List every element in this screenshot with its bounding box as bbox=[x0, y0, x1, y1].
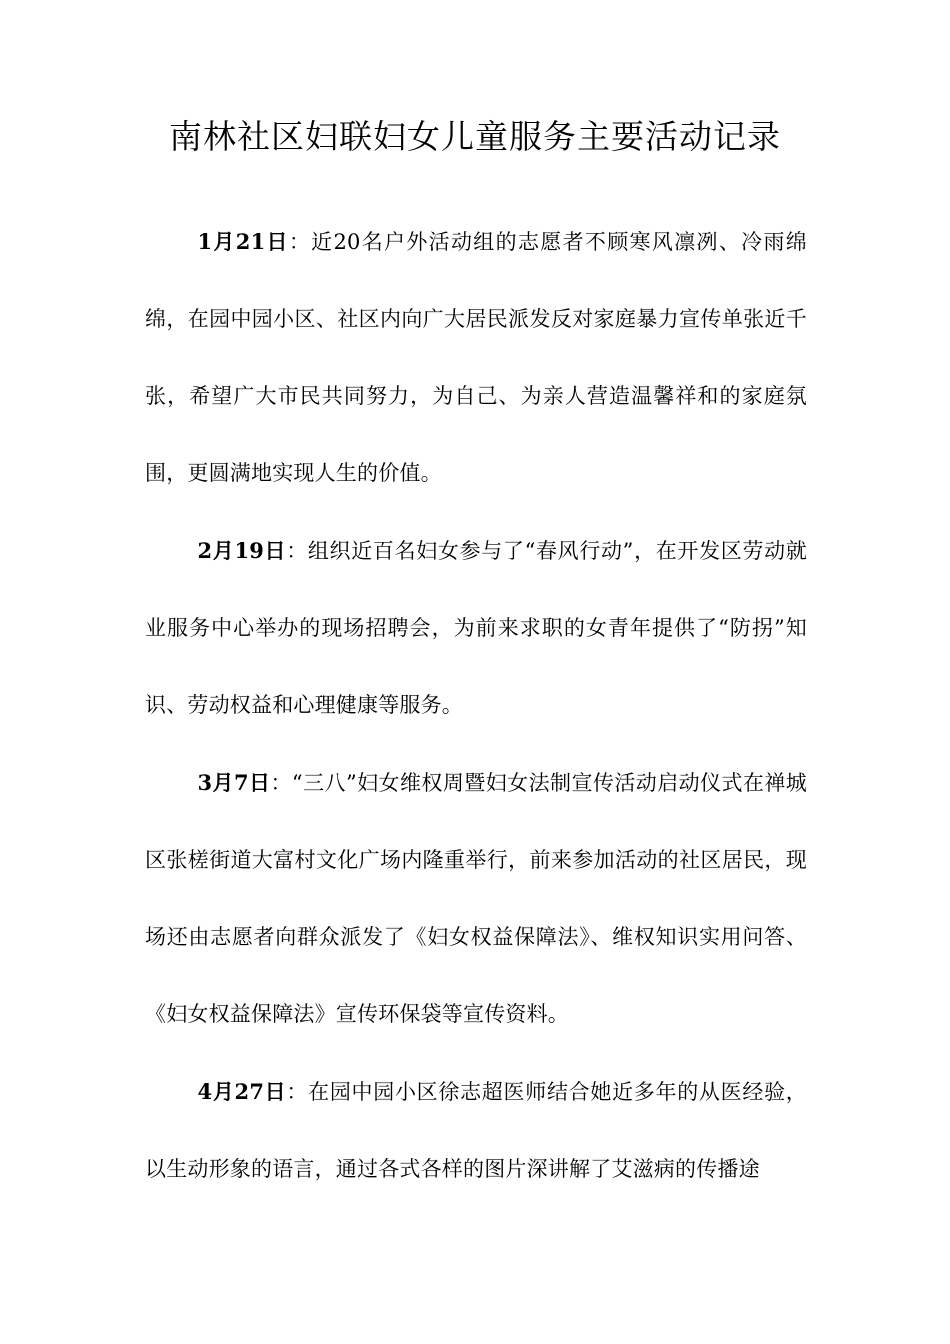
activity-entry-apr bbox=[145, 1053, 807, 1208]
document-body bbox=[145, 203, 807, 1208]
entry-date: 1月21日 bbox=[197, 229, 289, 254]
entry-date: 4月27日 bbox=[197, 1079, 287, 1104]
entry-date: 3月7日 bbox=[197, 770, 271, 795]
activity-entry-mar bbox=[145, 744, 807, 1053]
entry-text: ：在园中园小区徐志超医师结合她近多年的从医经验，以生动形象的语言，通过各式各样的图片深讲解了艾滋病的传播途 bbox=[145, 1080, 807, 1181]
entry-date: 2月19日 bbox=[197, 538, 287, 563]
entry-text: ：组织近百名妇女参与了“春风行动”，在开发区劳动就业服务中心举办的现场招聘会，为前来求职的女青年提供了“防拐”知识、劳动权益和心理健康等服务。 bbox=[145, 539, 807, 717]
entry-text: ：近20名户外活动组的志愿者不顾寒风凛冽、冷雨绵绵，在园中园小区、社区内向广大居民派发反对家庭暴力宣传单张近千张，希望广大市民共同努力，为自己、为亲人营造温馨祥和的家庭氛围，更圆满地实现人生的价值。 bbox=[145, 230, 807, 485]
entry-text: ：“三八”妇女维权周暨妇女法制宣传活动启动仪式在禅城区张槎街道大富村文化广场内隆重举行，前来参加活动的社区居民，现场还由志愿者向群众派发了《妇女权益保障法》、维权知识实用问答、《妇女权益保障法》宣传环保袋等宣传资料。 bbox=[145, 771, 807, 1026]
activity-entry-feb bbox=[145, 512, 807, 744]
document-title: 南林社区妇联妇女儿童服务主要活动记录 bbox=[169, 117, 781, 156]
activity-entry-jan bbox=[145, 203, 807, 512]
